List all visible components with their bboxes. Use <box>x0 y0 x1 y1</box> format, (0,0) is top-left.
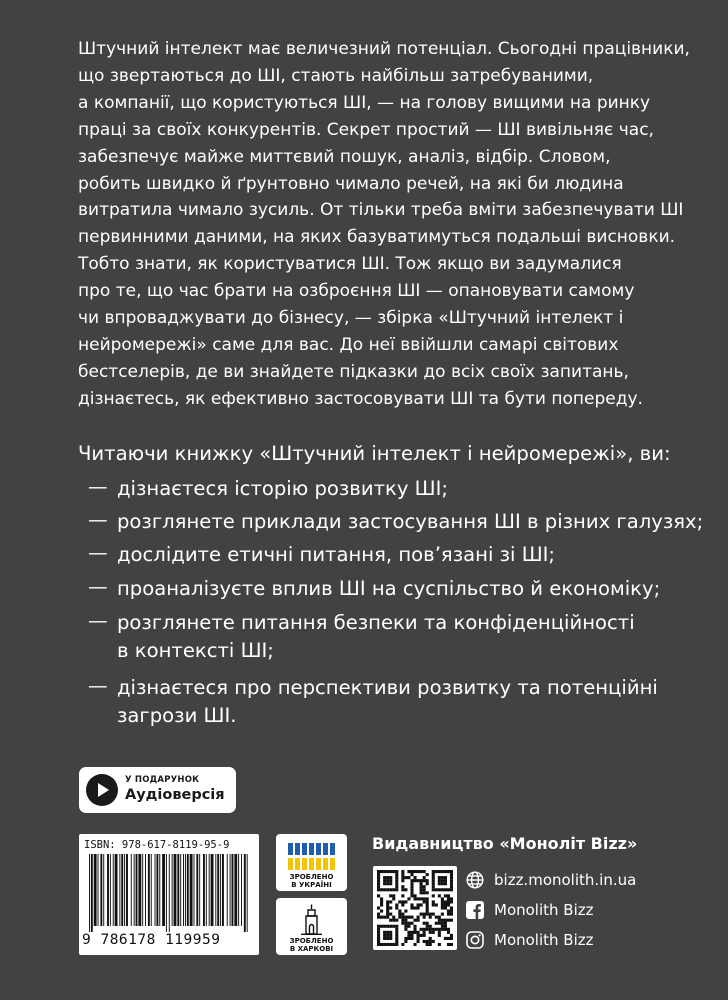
made-in-kharkiv-label <box>276 937 347 953</box>
description-line: Тобто знати, як користуватися ШІ. Тож якщо ви задумалися <box>78 254 622 275</box>
barcode-digits: 9 786178 119959 <box>82 932 221 948</box>
badge-line: ЗРОБЛЕНО <box>289 873 334 881</box>
dash-marker: — <box>88 674 108 697</box>
list-item-text: розглянете питання безпеки та конфіденційності <box>117 611 635 634</box>
list-item-text: дослідите етичні питання, пов’язані зі ШІ; <box>117 543 556 566</box>
list-item-text: загрози ШІ. <box>117 704 237 727</box>
description-line: Штучний інтелект має величезний потенціал. Сьогодні працівники, <box>78 39 690 59</box>
description-line: первинними даними, на яких базуватимуться подальші висновки. <box>78 227 676 248</box>
description-line: чи впроваджувати до бізнесу, — збірка «Штучний інтелект і <box>78 308 624 329</box>
isbn-text: ISBN: 978-617-8119-95-9 <box>84 839 230 851</box>
derzhprom-tower-icon <box>301 904 322 935</box>
description-line: праці за своїх конкурентів. Секрет простий — ШІ вивільняє час, <box>78 119 654 140</box>
qr-code-pattern <box>377 870 453 946</box>
publisher-name: Видавництво «Моноліт Bizz» <box>372 834 638 853</box>
description-line: робить швидко й ґрунтовно чимало речей, на які би людина <box>78 173 624 194</box>
facebook-text: Monolith Bizz <box>494 901 594 919</box>
instagram-text: Monolith Bizz <box>494 931 594 949</box>
made-in-ukraine-label <box>276 873 347 889</box>
description-paragraph <box>78 36 690 413</box>
barcode-bars <box>89 854 249 932</box>
isbn-barcode <box>79 834 259 955</box>
description-line: нейромережі» саме для вас. До неї ввійшли самарі світових <box>78 334 619 355</box>
description-line: дізнаєтесь, як ефективно застосовувати ШІ та бути попереду. <box>78 388 643 409</box>
list-item-text: розглянете приклади застосування ШІ в різних галузях; <box>117 510 704 533</box>
list-item-text: дізнаєтеся історію розвитку ШІ; <box>117 477 448 500</box>
qr-code[interactable] <box>373 866 457 950</box>
made-in-kharkiv-badge <box>276 898 347 955</box>
facebook-icon <box>466 901 484 919</box>
dash-marker: — <box>88 475 108 498</box>
list-item-text: дізнаєтеся про перспективи розвитку та потенційні <box>117 676 658 699</box>
dash-marker: — <box>88 609 108 632</box>
badge-line: В УКРАЇНІ <box>291 881 332 889</box>
instagram-icon <box>466 931 484 949</box>
list-item-text: проаналізуєте вплив ШІ на суспільство й економіку; <box>117 577 661 600</box>
badge-line: ЗРОБЛЕНО <box>289 937 334 945</box>
audiobook-label: Аудіоверсія <box>125 787 225 803</box>
description-line: забезпечує майже миттєвий пошук, аналіз, відбір. Словом, <box>78 146 611 167</box>
list-item <box>88 674 688 730</box>
benefits-list <box>88 475 704 736</box>
list-item <box>88 475 688 503</box>
made-in-ukraine-badge <box>276 834 347 891</box>
ukraine-flag-icon <box>288 843 335 870</box>
list-item <box>88 575 688 603</box>
dash-marker: — <box>88 541 108 564</box>
description-line: а компанії, що користуються ШІ, — на голову вищими на ринку <box>78 92 651 113</box>
list-item <box>88 541 688 569</box>
play-icon <box>86 774 118 806</box>
description-line: бестселерів, де ви знайдете підказки до всіх своїх запитань, <box>78 361 629 382</box>
audiobook-badge[interactable] <box>79 767 236 813</box>
list-lead-text: Читаючи книжку «Штучний інтелект і нейромережі», ви: <box>78 442 671 465</box>
dash-marker: — <box>88 508 108 531</box>
website-text: bizz.monolith.in.ua <box>494 871 637 889</box>
dash-marker: — <box>88 575 108 598</box>
globe-icon <box>466 871 484 889</box>
audiobook-gift-label: У ПОДАРУНОК <box>125 775 200 785</box>
description-line: що звертаються до ШІ, стають найбільш затребуваними, <box>78 65 594 86</box>
list-item-text: в контексті ШІ; <box>117 639 274 662</box>
description-line: про те, що час брати на озброєння ШІ — опановувати самому <box>78 281 635 302</box>
list-item <box>88 609 688 665</box>
list-item <box>88 508 704 536</box>
badge-line: В ХАРКОВІ <box>289 945 334 953</box>
description-line: витратила чимало зусиль. От тільки треба вміти забезпечувати ШІ <box>78 200 684 221</box>
